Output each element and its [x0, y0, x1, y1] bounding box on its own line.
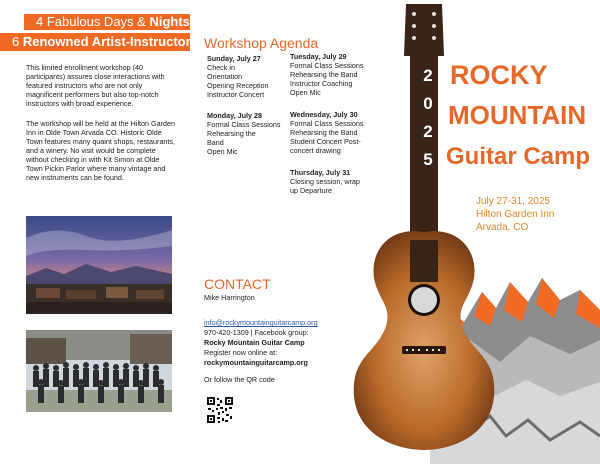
- venue-paragraph: The workshop will be held at the Hilton Garden Inn in Olde Town Arvada CO. Historic Olde Town features many quaint shops, restaurants, and a winery. No visit would be complete without checking in with Kit Simon at Olde Town Pickin Parlor where many vintage and new instruments can be found.: [26, 119, 176, 182]
- cover-title-guitar-camp: Guitar Camp: [446, 143, 591, 170]
- day-heading: Wednesday, July 30: [290, 110, 358, 119]
- year-digit: 5: [423, 150, 433, 169]
- cover-venue: Hilton Garden Inn: [476, 209, 555, 220]
- intro-paragraph: This limited enrollment workshop (40 participants) assures close interactions with featured instructors who are not only magnificent performers but also top-notch instructors with broad experience.: [26, 63, 165, 108]
- day-item: Band: [207, 138, 224, 147]
- register-text: Register now online at:: [204, 348, 278, 357]
- day-item: Rehearsing the Band: [290, 128, 358, 137]
- day-item: concert drawing: [290, 146, 341, 155]
- agenda-title: Workshop Agenda: [204, 35, 319, 51]
- agenda-day-monday: [207, 111, 289, 156]
- banner-nights-text: Nights: [149, 14, 190, 29]
- cover-title-rocky: ROCKY: [450, 60, 548, 90]
- banner-days: [24, 14, 190, 30]
- group-photo: [26, 330, 172, 412]
- cover-dates: July 27-31, 2025: [476, 196, 550, 207]
- day-item: Open Mic: [290, 88, 321, 97]
- year-digit: 2: [423, 66, 433, 85]
- banner-six-text: 6: [12, 34, 23, 49]
- day-item: Check in: [207, 63, 235, 72]
- website-link[interactable]: rockymountainguitarcamp.org: [204, 358, 308, 367]
- cover-city: Arvada, CO: [476, 222, 529, 233]
- day-item: Closing session, wrap: [290, 177, 360, 186]
- facebook-group: Rocky Mountain Guitar Camp: [204, 338, 305, 347]
- day-item: Instructor Concert: [207, 90, 265, 99]
- day-heading: Thursday, July 31: [290, 168, 351, 177]
- day-item: Orientation: [207, 72, 243, 81]
- day-item: Instructor Coaching: [290, 79, 353, 88]
- day-item: Rehearsing the Band: [290, 70, 358, 79]
- day-item: Student Concert Post-: [290, 137, 361, 146]
- day-item: up Departure: [290, 186, 332, 195]
- mountain-sunset-photo: [26, 216, 172, 314]
- day-item: Opening Reception: [207, 81, 269, 90]
- contact-email-link[interactable]: info@rockymountainguitarcamp.org: [204, 318, 318, 327]
- day-item: Rehearsing the: [207, 129, 256, 138]
- year-digit: 2: [423, 122, 433, 141]
- qr-code[interactable]: [206, 396, 234, 424]
- contact-block: [204, 293, 344, 385]
- day-heading: Tuesday, July 29: [290, 52, 347, 61]
- banner-instructors: [0, 33, 198, 51]
- contact-title: CONTACT: [204, 276, 271, 292]
- day-item: Open Mic: [207, 147, 238, 156]
- agenda-day-sunday: [207, 54, 289, 99]
- contact-name: Mike Harrington: [204, 293, 255, 302]
- banner-instructors-text: Renowned Artist-Instructors: [22, 34, 198, 49]
- day-item: Formal Class Sessions: [290, 119, 364, 128]
- day-heading: Monday, July 28: [207, 111, 262, 120]
- year-digit: 0: [423, 94, 433, 113]
- day-item: Formal Class Sessions: [290, 61, 364, 70]
- contact-phone: 970-420-1309 | Facebook group:: [204, 328, 309, 337]
- day-heading: Sunday, July 27: [207, 54, 261, 63]
- day-item: Formal Class Sessions: [207, 120, 281, 129]
- qr-instruction: Or follow the QR code: [204, 375, 275, 384]
- banner-days-text: 4 Fabulous Days &: [36, 14, 150, 29]
- cover-title-mountain: MOUNTAIN: [448, 100, 587, 130]
